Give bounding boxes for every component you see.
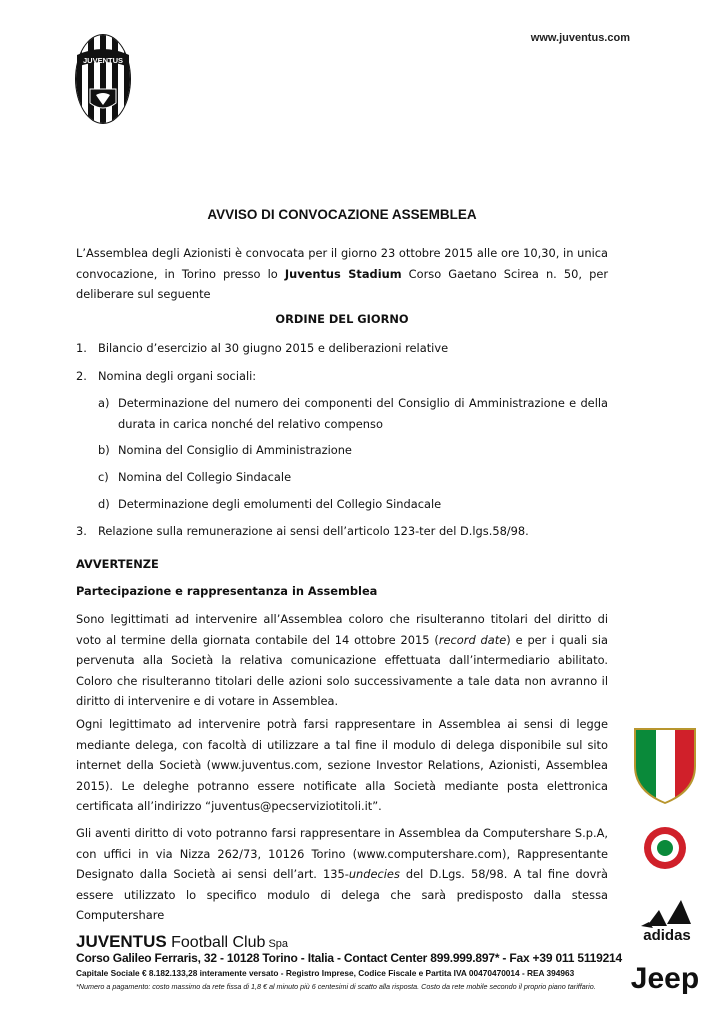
cockade-icon: [643, 826, 687, 870]
intro-text-2: Corso Gaetano Scirea n. 50, per deliberare sul seguente: [76, 266, 609, 301]
footer-brand: JUVENTUS Football Club Spa: [76, 932, 289, 951]
proxy-paragraph: Ogni legittimato ad intervenire potrà farsi rappresentare in Assemblea ai sensi di legge mediante delega, con facoltà di utilizzare a tal fine il modulo di delega disponibile sul sito internet della Società (www.juventus.com, sezione Investor Relations, Azionisti, Assemblea 2015). Le deleghe potranno essere notificate alla Società mediante posta elettronica certificata all’indirizzo “juventus@pecserviziotitoli.it”.: [76, 717, 608, 813]
footer-capital: Capitale Sociale € 8.182.133,28 interamente versato - Registro Imprese, Codice Fiscale e Partita IVA 00470470014 - REA 394963: [76, 968, 575, 978]
agenda-subitem-a: a) Determinazione del numero dei componenti del Consiglio di Amministrazione e della durata in carica nonché del relativo compenso: [98, 396, 608, 431]
agenda-subitem-c: c) Nomina del Collegio Sindacale: [98, 470, 292, 484]
participation-paragraph: Sono legittimati ad intervenire all’Assemblea coloro che risulteranno titolari del diritto di voto al termine della giornata contabile del 14 ottobre 2015 (record date) e per i quali sia pervenuta alla Società la relativa comunicazione effettuata dall’intermediario abilitato. Coloro che risulteranno titolari delle azioni solo successivamente a tale data non avranno il diritto di intervenire e di votare in Assemblea.: [76, 612, 608, 708]
intro-paragraph: [76, 243, 608, 305]
agenda-subitem-d: d) Determinazione degli emolumenti del Collegio Sindacale: [98, 497, 442, 511]
document-title: AVVISO DI CONVOCAZIONE ASSEMBLEA: [207, 207, 477, 222]
footer-note: *Numero a pagamento: costo massimo da rete fissa di 1,8 € al minuto più 6 centesimi di scatto alla risposta. Costo da rete mobile secondo il proprio piano tariffario.: [76, 982, 596, 991]
warnings-heading: AVVERTENZE: [76, 557, 159, 571]
intro-text-1: L’Assemblea degli Azionisti è convocata per il giorno 23 ottobre 2015 alle ore 10,30, in unica convocazione, in Torino presso lo: [76, 246, 608, 281]
juventus-crest-logo: [74, 33, 132, 125]
scudetto-shield-icon: [632, 726, 698, 804]
agenda-item-2: 2. Nomina degli organi sociali:: [76, 369, 257, 383]
designated-representative-paragraph: Gli aventi diritto di voto potranno farsi rappresentare in Assemblea da Computershare S.p.A, con uffici in via Nizza 262/73, 10126 Torino (www.computershare.com), Rappresentante Designato dalla Società ai sensi dell’art. 135-undecies del D.Lgs. 58/98. A tal fine dovrà essere utilizzato lo specifico modulo di delega che sarà predisposto dalla stessa Computershare: [76, 826, 608, 922]
agenda-item-1: 1. Bilancio d’esercizio al 30 giugno 2015 e deliberazioni relative: [76, 341, 449, 355]
agenda-item-3: 3. Relazione sulla remunerazione ai sensi dell’articolo 123-ter del D.lgs.58/98.: [76, 524, 529, 538]
svg-text:JUVENTUS: JUVENTUS: [82, 56, 124, 65]
website-url: www.juventus.com: [530, 32, 630, 44]
record-date-term: record date: [438, 632, 507, 647]
venue-name: Juventus Stadium: [284, 266, 402, 281]
jeep-logo: [628, 956, 702, 996]
agenda-heading: ORDINE DEL GIORNO: [275, 312, 409, 326]
svg-text:adidas: adidas: [643, 927, 691, 942]
svg-text:Jeep: Jeep: [630, 962, 700, 995]
participation-subheading: Partecipazione e rappresentanza in Assemblea: [76, 584, 378, 598]
footer-address: Corso Galileo Ferraris, 32 - 10128 Torino - Italia - Contact Center 899.999.897* - Fax +39 011 5119214: [76, 951, 622, 965]
adidas-logo: [635, 896, 699, 942]
agenda-subitem-b: b) Nomina del Consiglio di Amministrazione: [98, 443, 352, 457]
